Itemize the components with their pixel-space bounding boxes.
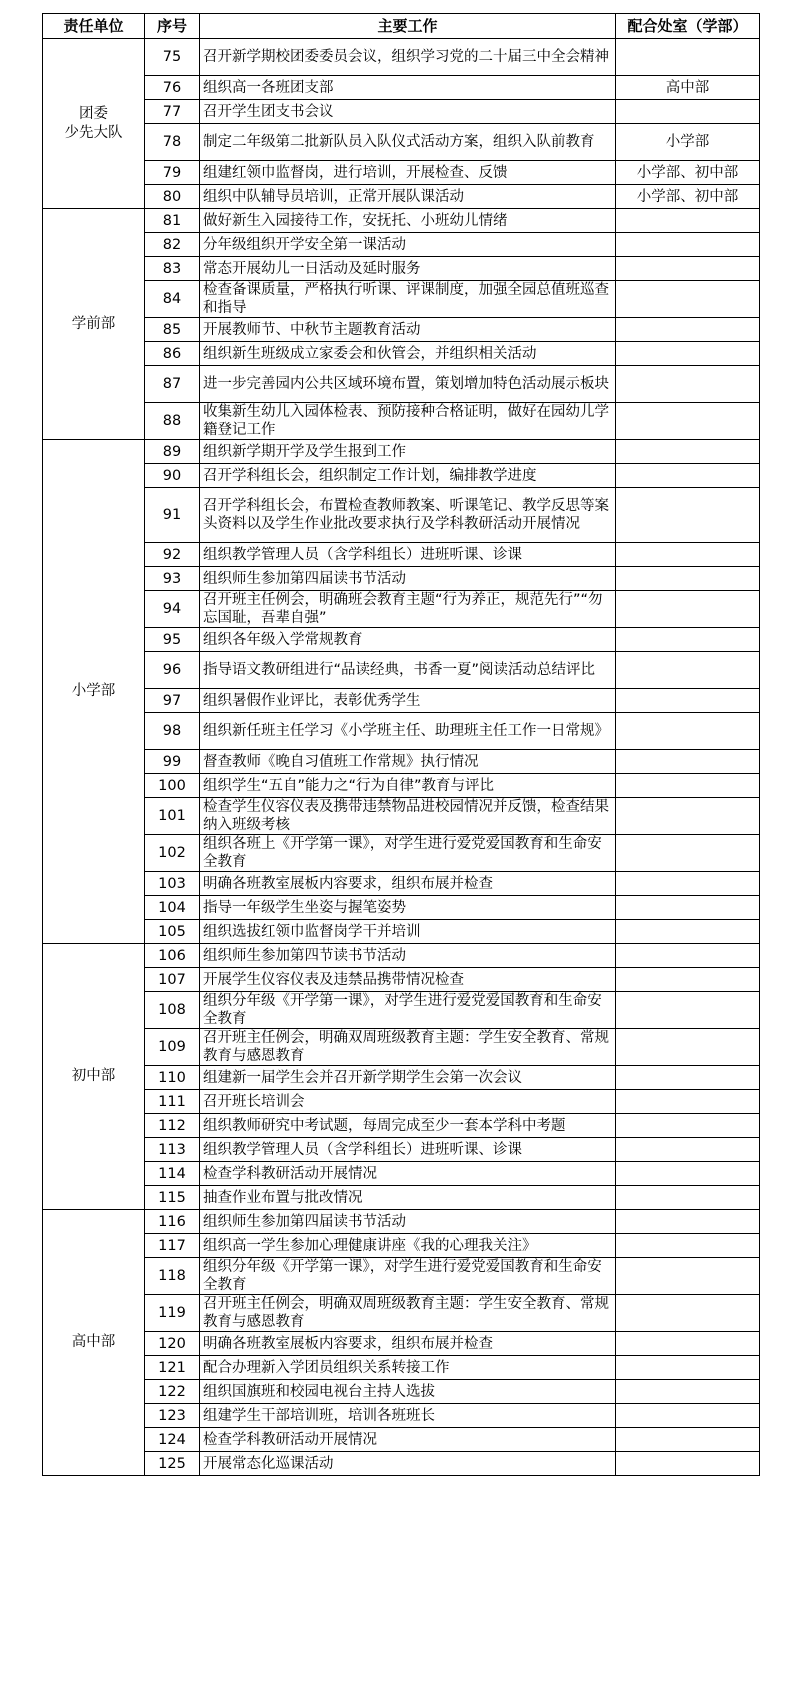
cooperating-department-cell (616, 1186, 760, 1210)
main-work-cell: 组织教师研究中考试题，每周完成至少一套本学科中考题 (200, 1114, 616, 1138)
main-work-cell: 组织新学期开学及学生报到工作 (200, 440, 616, 464)
table-row (43, 464, 760, 488)
sequence-number-cell: 109 (145, 1029, 200, 1066)
work-plan-sheet (42, 13, 759, 1476)
table-row (43, 872, 760, 896)
sequence-number-cell: 90 (145, 464, 200, 488)
sequence-number-cell: 122 (145, 1380, 200, 1404)
table-row (43, 750, 760, 774)
main-work-cell: 组织中队辅导员培训，正常开展队课活动 (200, 185, 616, 209)
main-work-cell: 开展教师节、中秋节主题教育活动 (200, 318, 616, 342)
main-work-cell: 抽查作业布置与批改情况 (200, 1186, 616, 1210)
table-row (43, 1428, 760, 1452)
sequence-number-cell: 86 (145, 342, 200, 366)
main-work-cell: 组织教学管理人员（含学科组长）进班听课、诊课 (200, 543, 616, 567)
cooperating-department-cell (616, 567, 760, 591)
header-responsible-unit: 责任单位 (43, 14, 145, 39)
sequence-number-cell: 111 (145, 1090, 200, 1114)
sequence-number-cell: 91 (145, 488, 200, 543)
table-row (43, 366, 760, 403)
sequence-number-cell: 99 (145, 750, 200, 774)
main-work-cell: 组织师生参加第四节读书节活动 (200, 944, 616, 968)
cooperating-department-cell (616, 233, 760, 257)
sequence-number-cell: 114 (145, 1162, 200, 1186)
table-row (43, 567, 760, 591)
sequence-number-cell: 118 (145, 1258, 200, 1295)
responsible-unit-label: 团委 (79, 105, 108, 122)
main-work-cell: 召开新学期校团委委员会议，组织学习党的二十届三中全会精神 (200, 39, 616, 76)
sequence-number-cell: 107 (145, 968, 200, 992)
main-work-cell: 组织各年级入学常规教育 (200, 628, 616, 652)
main-work-cell: 收集新生幼儿入园体检表、预防接种合格证明，做好在园幼儿学籍登记工作 (200, 403, 616, 440)
sequence-number-cell: 105 (145, 920, 200, 944)
cooperating-department-cell (616, 1356, 760, 1380)
cooperating-department-cell: 高中部 (616, 76, 760, 100)
sequence-number-cell: 103 (145, 872, 200, 896)
main-work-cell: 召开班主任例会，明确双周班级教育主题：学生安全教育、常规教育与感恩教育 (200, 1295, 616, 1332)
cooperating-department-cell (616, 209, 760, 233)
header-sequence-number: 序号 (145, 14, 200, 39)
table-row (43, 944, 760, 968)
table-row (43, 1066, 760, 1090)
main-work-cell: 组建学生干部培训班，培训各班班长 (200, 1404, 616, 1428)
table-row (43, 1404, 760, 1428)
table-row (43, 1029, 760, 1066)
main-work-cell: 指导一年级学生坐姿与握笔姿势 (200, 896, 616, 920)
main-work-cell: 组织教学管理人员（含学科组长）进班听课、诊课 (200, 1138, 616, 1162)
cooperating-department-cell: 小学部 (616, 124, 760, 161)
cooperating-department-cell (616, 992, 760, 1029)
cooperating-department-cell (616, 798, 760, 835)
table-row (43, 543, 760, 567)
responsible-unit-label: 小学部 (71, 683, 116, 699)
responsible-unit-label: 初中部 (71, 1068, 116, 1084)
header-cooperating-department: 配合处室（学部） (616, 14, 760, 39)
header-row (43, 14, 760, 39)
cooperating-department-cell (616, 628, 760, 652)
sequence-number-cell: 88 (145, 403, 200, 440)
sequence-number-cell: 79 (145, 161, 200, 185)
cooperating-department-cell (616, 403, 760, 440)
sequence-number-cell: 113 (145, 1138, 200, 1162)
sequence-number-cell: 120 (145, 1332, 200, 1356)
cooperating-department-cell (616, 1428, 760, 1452)
responsible-unit-label: 学前部 (71, 315, 116, 332)
cooperating-department-cell (616, 968, 760, 992)
cooperating-department-cell (616, 944, 760, 968)
cooperating-department-cell (616, 591, 760, 628)
main-work-cell: 组建新一届学生会并召开新学期学生会第一次会议 (200, 1066, 616, 1090)
main-work-cell: 组织新任班主任学习《小学班主任、助理班主任工作一日常规》 (200, 713, 616, 750)
responsible-unit-label: 少先大队 (64, 124, 123, 141)
cooperating-department-cell (616, 774, 760, 798)
cooperating-department-cell (616, 1380, 760, 1404)
main-work-cell: 召开学生团支书会议 (200, 100, 616, 124)
table-row (43, 713, 760, 750)
sequence-number-cell: 89 (145, 440, 200, 464)
main-work-cell: 开展常态化巡课活动 (200, 1452, 616, 1476)
table-row (43, 39, 760, 76)
cooperating-department-cell (616, 750, 760, 774)
table-row (43, 281, 760, 318)
main-work-cell: 召开班主任例会，明确双周班级教育主题：学生安全教育、常规教育与感恩教育 (200, 1029, 616, 1066)
cooperating-department-cell (616, 281, 760, 318)
table-row (43, 1162, 760, 1186)
cooperating-department-cell (616, 872, 760, 896)
table-row (43, 209, 760, 233)
sequence-number-cell: 80 (145, 185, 200, 209)
sequence-number-cell: 121 (145, 1356, 200, 1380)
sequence-number-cell: 77 (145, 100, 200, 124)
table-row (43, 968, 760, 992)
sequence-number-cell: 83 (145, 257, 200, 281)
main-work-cell: 检查学科教研活动开展情况 (200, 1162, 616, 1186)
sequence-number-cell: 78 (145, 124, 200, 161)
cooperating-department-cell (616, 342, 760, 366)
sequence-number-cell: 95 (145, 628, 200, 652)
table-row (43, 233, 760, 257)
cooperating-department-cell (616, 689, 760, 713)
cooperating-department-cell (616, 318, 760, 342)
main-work-cell: 组织暑假作业评比，表彰优秀学生 (200, 689, 616, 713)
main-work-cell: 组织高一学生参加心理健康讲座《我的心理我关注》 (200, 1234, 616, 1258)
main-work-cell: 检查备课质量，严格执行听课、评课制度，加强全园总值班巡查和指导 (200, 281, 616, 318)
table-row (43, 124, 760, 161)
cooperating-department-cell (616, 1452, 760, 1476)
sequence-number-cell: 115 (145, 1186, 200, 1210)
table-row (43, 1380, 760, 1404)
main-work-cell: 明确各班教室展板内容要求，组织布展并检查 (200, 1332, 616, 1356)
main-work-cell: 召开学科组长会，布置检查教师教案、听课笔记、教学反思等案头资料以及学生作业批改要求执行及学科教研活动开展情况 (200, 488, 616, 543)
main-work-cell: 配合办理新入学团员组织关系转接工作 (200, 1356, 616, 1380)
sequence-number-cell: 108 (145, 992, 200, 1029)
table-row (43, 1234, 760, 1258)
cooperating-department-cell (616, 1404, 760, 1428)
table-row (43, 76, 760, 100)
cooperating-department-cell (616, 1234, 760, 1258)
table-row (43, 1258, 760, 1295)
main-work-cell: 常态开展幼儿一日活动及延时服务 (200, 257, 616, 281)
main-work-cell: 召开班长培训会 (200, 1090, 616, 1114)
main-work-cell: 检查学科教研活动开展情况 (200, 1428, 616, 1452)
cooperating-department-cell (616, 1090, 760, 1114)
table-row (43, 652, 760, 689)
main-work-cell: 制定二年级第二批新队员入队仪式活动方案，组织入队前教育 (200, 124, 616, 161)
table-row (43, 403, 760, 440)
table-row (43, 920, 760, 944)
main-work-cell: 做好新生入园接待工作，安抚托、小班幼儿情绪 (200, 209, 616, 233)
table-row (43, 1138, 760, 1162)
cooperating-department-cell: 小学部、初中部 (616, 161, 760, 185)
table-row (43, 1090, 760, 1114)
cooperating-department-cell (616, 713, 760, 750)
sequence-number-cell: 87 (145, 366, 200, 403)
main-work-cell: 组织师生参加第四届读书节活动 (200, 567, 616, 591)
table-row (43, 1332, 760, 1356)
main-work-cell: 组织学生“五自”能力之“行为自律”教育与评比 (200, 774, 616, 798)
sequence-number-cell: 82 (145, 233, 200, 257)
main-work-cell: 召开班主任例会，明确班会教育主题“行为养正，规范先行”“勿忘国耻，吾辈自强” (200, 591, 616, 628)
sequence-number-cell: 75 (145, 39, 200, 76)
header-main-work: 主要工作 (200, 14, 616, 39)
sequence-number-cell: 117 (145, 1234, 200, 1258)
cooperating-department-cell (616, 835, 760, 872)
table-row (43, 161, 760, 185)
table-row (43, 798, 760, 835)
sequence-number-cell: 125 (145, 1452, 200, 1476)
table-row (43, 1210, 760, 1234)
cooperating-department-cell (616, 1066, 760, 1090)
sequence-number-cell: 104 (145, 896, 200, 920)
main-work-cell: 组织新生班级成立家委会和伙管会，并组织相关活动 (200, 342, 616, 366)
table-row (43, 488, 760, 543)
responsible-unit-cell (43, 944, 145, 1210)
table-row (43, 1295, 760, 1332)
main-work-cell: 组织分年级《开学第一课》，对学生进行爱党爱国教育和生命安全教育 (200, 992, 616, 1029)
cooperating-department-cell (616, 464, 760, 488)
table-row (43, 257, 760, 281)
table-row (43, 318, 760, 342)
sequence-number-cell: 124 (145, 1428, 200, 1452)
table-row (43, 185, 760, 209)
main-work-cell: 开展学生仪容仪表及违禁品携带情况检查 (200, 968, 616, 992)
cooperating-department-cell (616, 1295, 760, 1332)
table-row (43, 440, 760, 464)
cooperating-department-cell (616, 39, 760, 76)
cooperating-department-cell (616, 1162, 760, 1186)
sequence-number-cell: 106 (145, 944, 200, 968)
main-work-cell: 召开学科组长会，组织制定工作计划，编排教学进度 (200, 464, 616, 488)
main-work-cell: 组织各班上《开学第一课》，对学生进行爱党爱国教育和生命安全教育 (200, 835, 616, 872)
cooperating-department-cell (616, 1114, 760, 1138)
main-work-cell: 组织国旗班和校园电视台主持人选拔 (200, 1380, 616, 1404)
table-row (43, 342, 760, 366)
sequence-number-cell: 98 (145, 713, 200, 750)
main-work-cell: 组织高一各班团支部 (200, 76, 616, 100)
cooperating-department-cell (616, 366, 760, 403)
cooperating-department-cell (616, 1138, 760, 1162)
sequence-number-cell: 100 (145, 774, 200, 798)
cooperating-department-cell (616, 1029, 760, 1066)
cooperating-department-cell (616, 100, 760, 124)
sequence-number-cell: 123 (145, 1404, 200, 1428)
work-plan-table (42, 13, 760, 1476)
sequence-number-cell: 112 (145, 1114, 200, 1138)
sequence-number-cell: 119 (145, 1295, 200, 1332)
sequence-number-cell: 101 (145, 798, 200, 835)
cooperating-department-cell (616, 1210, 760, 1234)
main-work-cell: 组织师生参加第四届读书节活动 (200, 1210, 616, 1234)
responsible-unit-cell (43, 209, 145, 440)
sequence-number-cell: 97 (145, 689, 200, 713)
cooperating-department-cell (616, 543, 760, 567)
cooperating-department-cell (616, 652, 760, 689)
table-body (43, 39, 760, 1476)
main-work-cell: 组织选拔红领巾监督岗学干并培训 (200, 920, 616, 944)
responsible-unit-cell (43, 1210, 145, 1476)
table-row (43, 896, 760, 920)
sequence-number-cell: 84 (145, 281, 200, 318)
responsible-unit-cell (43, 440, 145, 944)
main-work-cell: 组织分年级《开学第一课》，对学生进行爱党爱国教育和生命安全教育 (200, 1258, 616, 1295)
cooperating-department-cell (616, 1332, 760, 1356)
sequence-number-cell: 76 (145, 76, 200, 100)
table-row (43, 1114, 760, 1138)
main-work-cell: 检查学生仪容仪表及携带违禁物品进校园情况并反馈，检查结果纳入班级考核 (200, 798, 616, 835)
table-row (43, 992, 760, 1029)
cooperating-department-cell (616, 257, 760, 281)
main-work-cell: 指导语文教研组进行“品读经典，书香一夏”阅读活动总结评比 (200, 652, 616, 689)
table-row (43, 1186, 760, 1210)
table-row (43, 1356, 760, 1380)
table-row (43, 835, 760, 872)
sequence-number-cell: 102 (145, 835, 200, 872)
sequence-number-cell: 92 (145, 543, 200, 567)
responsible-unit-cell (43, 39, 145, 209)
main-work-cell: 进一步完善园内公共区域环境布置，策划增加特色活动展示板块 (200, 366, 616, 403)
table-row (43, 774, 760, 798)
sequence-number-cell: 94 (145, 591, 200, 628)
sequence-number-cell: 110 (145, 1066, 200, 1090)
cooperating-department-cell (616, 920, 760, 944)
table-row (43, 689, 760, 713)
responsible-unit-label: 高中部 (71, 1334, 116, 1350)
sequence-number-cell: 96 (145, 652, 200, 689)
table-row (43, 100, 760, 124)
main-work-cell: 督查教师《晚自习值班工作常规》执行情况 (200, 750, 616, 774)
table-row (43, 628, 760, 652)
table-row (43, 1452, 760, 1476)
sequence-number-cell: 85 (145, 318, 200, 342)
cooperating-department-cell (616, 1258, 760, 1295)
cooperating-department-cell: 小学部、初中部 (616, 185, 760, 209)
sequence-number-cell: 116 (145, 1210, 200, 1234)
cooperating-department-cell (616, 896, 760, 920)
main-work-cell: 分年级组织开学安全第一课活动 (200, 233, 616, 257)
main-work-cell: 明确各班教室展板内容要求，组织布展并检查 (200, 872, 616, 896)
table-row (43, 591, 760, 628)
cooperating-department-cell (616, 440, 760, 464)
main-work-cell: 组建红领巾监督岗，进行培训，开展检查、反馈 (200, 161, 616, 185)
sequence-number-cell: 81 (145, 209, 200, 233)
sequence-number-cell: 93 (145, 567, 200, 591)
cooperating-department-cell (616, 488, 760, 543)
